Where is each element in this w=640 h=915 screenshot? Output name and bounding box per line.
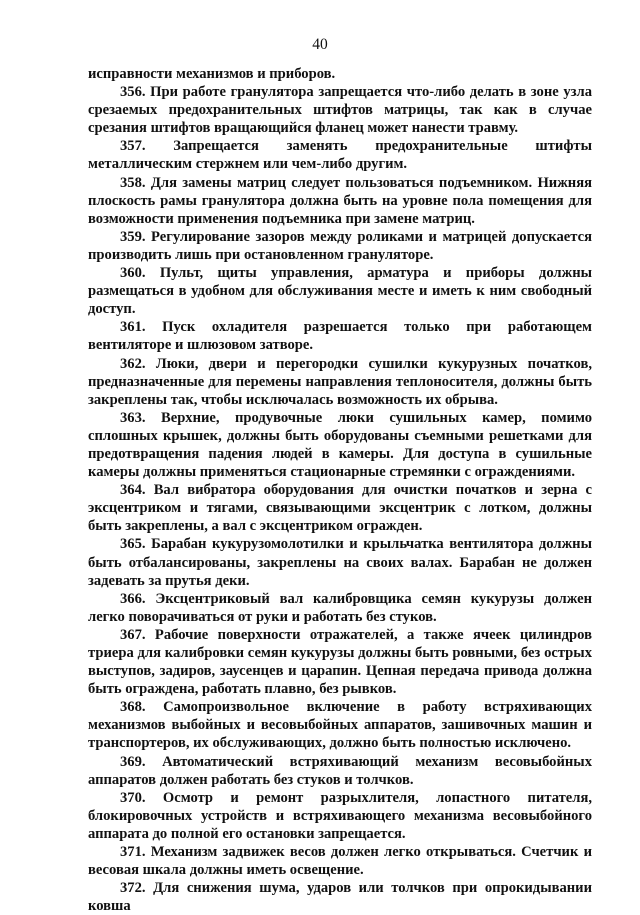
paragraph-366: 366. Эксцентриковый вал калибровщика семян кукурузы должен легко поворачиваться от руки и работать без стуков. — [88, 590, 592, 625]
paragraph-361: 361. Пуск охладителя разрешается только при работающем вентиляторе и шлюзовом затворе. — [88, 319, 592, 354]
paragraph-363: 363. Верхние, продувочные люки сушильных камер, помимо сплошных крышек, должны быть оборудованы съемными решетками для предотвращения падения людей в камеры. Для доступа в сушильные камеры должны применяться стационарные стремянки с ограждениями. — [88, 409, 592, 481]
paragraph-360: 360. Пульт, щиты управления, арматура и приборы должны размещаться в удобном для обслуживания месте и иметь к ним свободный доступ. — [88, 265, 592, 318]
paragraph-362: 362. Люки, двери и перегородки сушилки кукурузных початков, предназначенные для перемены направления теплоносителя, должны быть закреплены так, чтобы исключалась возможность их обрыва. — [88, 355, 592, 408]
paragraph-372: 372. Для снижения шума, ударов или толчков при опрокидывании ковша — [88, 880, 592, 915]
paragraph-367: 367. Рабочие поверхности отражателей, а также ячеек цилиндров триера для калибровки семян кукурузы должны быть ровными, без острых выступов, задиров, заусенцев и царапин. Цепная передача привода должна быть ограждена, работать плавно, без рывков. — [88, 626, 592, 698]
paragraph-370: 370. Осмотр и ремонт разрыхлителя, лопастного питателя, блокировочных устройств и встряхивающего механизма весовыбойного аппарата до полной его остановки запрещается. — [88, 789, 592, 842]
paragraph-356: 356. При работе гранулятора запрещается что-либо делать в зоне узла срезаемых предохранительных штифтов матрицы, так как в случае срезания штифтов вращающийся фланец может нанести травму. — [88, 84, 592, 137]
paragraph-357: 357. Запрещается заменять предохранительные штифты металлическим стержнем или чем-либо другим. — [88, 138, 592, 173]
paragraph-364: 364. Вал вибратора оборудования для очистки початков и зерна с эксцентриком и тягами, связывающими эксцентрик с лотком, должны быть закреплены, а вал с эксцентриком огражден. — [88, 482, 592, 535]
paragraph-368: 368. Самопроизвольное включение в работу встряхивающих механизмов выбойных и весовыбойных аппаратов, зашивочных машин и транспортеров, их обслуживающих, должно быть полностью исключено. — [88, 699, 592, 752]
page-number: 40 — [312, 36, 328, 53]
paragraph-365: 365. Барабан кукурузомолотилки и крыльчатка вентилятора должны быть отбалансированы, закреплены на своих валах. Барабан не должен задевать за прутья деки. — [88, 536, 592, 589]
paragraph-359: 359. Регулирование зазоров между роликами и матрицей допускается производить лишь при остановленном грануляторе. — [88, 228, 592, 263]
document-body — [88, 65, 592, 915]
paragraph-358: 358. Для замены матриц следует пользоваться подъемником. Нижняя плоскость рамы гранулятора должна быть на уровне пола помещения для возможности применения подъемника при замене матриц. — [88, 174, 592, 227]
paragraph-continuation: исправности механизмов и приборов. — [88, 66, 336, 82]
paragraph-371: 371. Механизм задвижек весов должен легко открываться. Счетчик и весовая шкала должны иметь освещение. — [88, 844, 592, 879]
paragraph-369: 369. Автоматический встряхивающий механизм весовыбойных аппаратов должен работать без стуков и толчков. — [88, 753, 592, 788]
